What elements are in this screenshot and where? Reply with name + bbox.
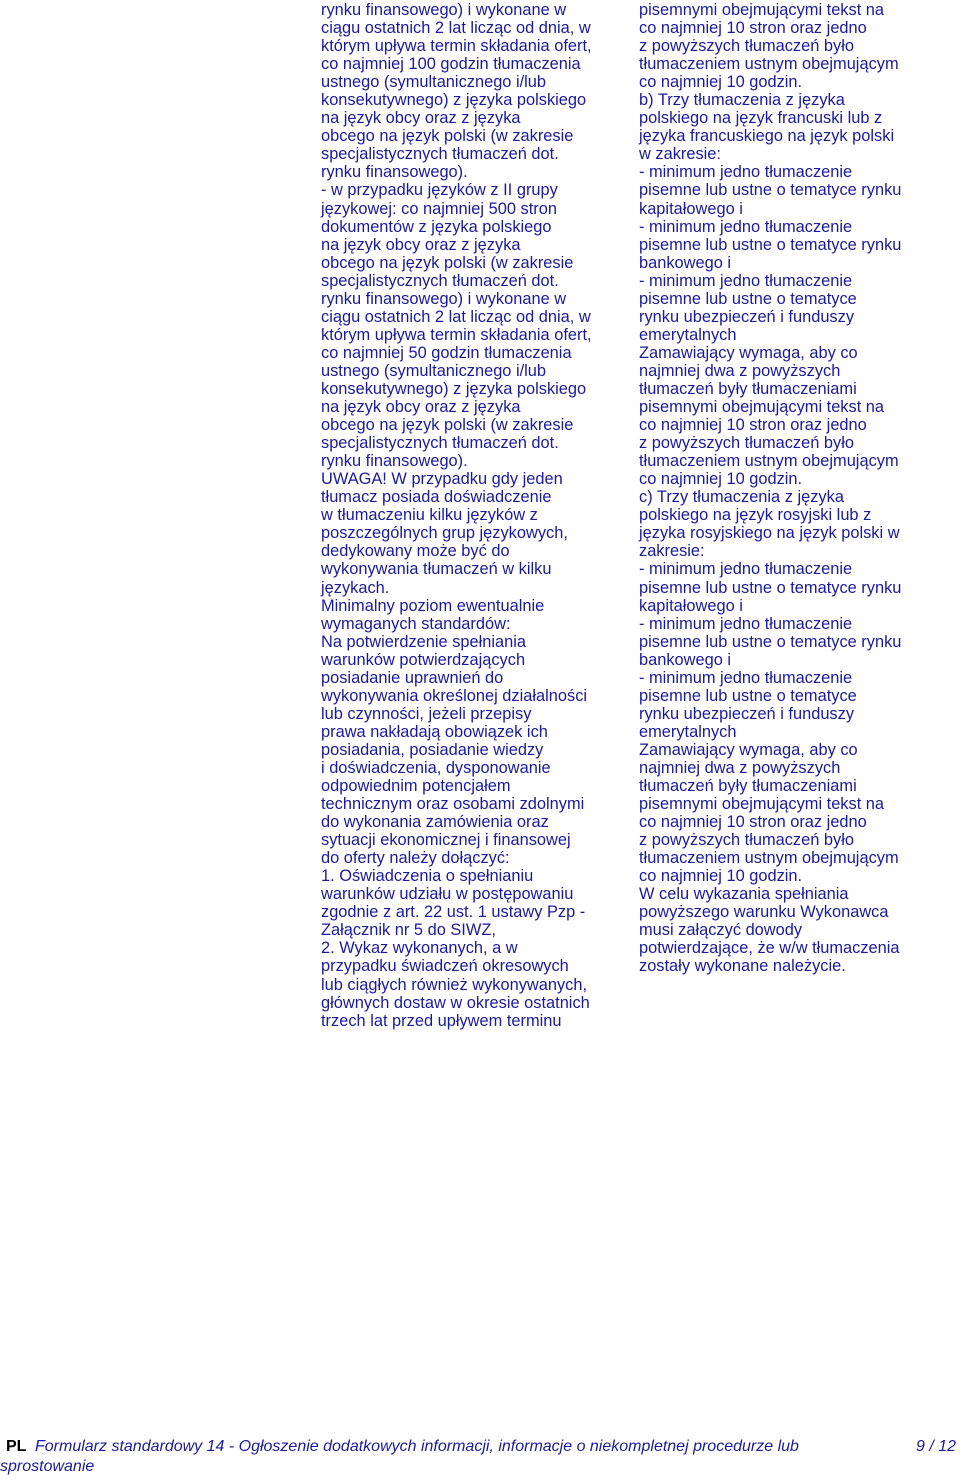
- text-line: co najmniej 10 godzin.: [639, 73, 803, 92]
- text-line: konsekutywnego) z języka polskiego: [321, 379, 587, 398]
- text-line: - w przypadku języków z II grupy: [321, 181, 558, 200]
- text-line: Minimalny poziom ewentualnie: [321, 596, 545, 615]
- text-line: specjalistycznych tłumaczeń dot.: [321, 145, 559, 164]
- text-line: na język obcy oraz z języka: [321, 398, 521, 417]
- text-line: c) Trzy tłumaczenia z języka: [639, 488, 844, 507]
- text-line: - minimum jedno tłumaczenie: [639, 614, 853, 633]
- text-line: pisemnymi obejmującymi tekst na: [639, 398, 885, 417]
- text-line: co najmniej 100 godzin tłumaczenia: [321, 55, 581, 74]
- text-line: najmniej dwa z powyższych: [639, 361, 841, 380]
- text-line: trzech lat przed upływem terminu: [321, 1011, 562, 1030]
- text-line: z powyższych tłumaczeń było: [639, 434, 854, 453]
- text-line: tłumaczeniem ustnym obejmującym: [639, 849, 899, 868]
- text-line: do wykonania zamówienia oraz: [321, 813, 549, 832]
- text-line: pisemne lub ustne o tematyce: [639, 289, 857, 308]
- footer-page-number: 9 / 12: [915, 1438, 956, 1455]
- text-line: pisemne lub ustne o tematyce rynku: [639, 235, 902, 254]
- text-line: ustnego (symultanicznego i/lub: [321, 73, 547, 92]
- text-line: języka francuskiego na język polski: [639, 127, 895, 146]
- text-line: najmniej dwa z powyższych: [639, 758, 841, 777]
- text-line: - minimum jedno tłumaczenie: [639, 271, 853, 290]
- footer-language-code: PL: [6, 1438, 27, 1455]
- text-line: - minimum jedno tłumaczenie: [639, 217, 853, 236]
- text-line: językach.: [321, 578, 390, 597]
- text-line: - minimum jedno tłumaczenie: [639, 163, 853, 182]
- text-line: Załącznik nr 5 do SIWZ,: [321, 921, 496, 940]
- text-line: pisemnymi obejmującymi tekst na: [639, 795, 885, 814]
- text-line: lub ciągłych również wykonywanych,: [321, 975, 588, 994]
- text-line: 2. Wykaz wykonanych, a w: [321, 939, 518, 958]
- text-line: tłumaczeniem ustnym obejmującym: [639, 452, 899, 471]
- text-line: warunków udziału w postępowaniu: [321, 885, 574, 904]
- text-line: wymaganych standardów:: [321, 614, 511, 633]
- text-line: bankowego i: [639, 650, 732, 669]
- text-line: tłumacz posiada doświadczenie: [321, 488, 552, 507]
- text-line: konsekutywnego) z języka polskiego: [321, 91, 587, 110]
- text-line: rynku ubezpieczeń i funduszy: [639, 307, 855, 326]
- text-line: pisemne lub ustne o tematyce: [639, 686, 857, 705]
- text-line: warunków potwierdzających: [321, 650, 526, 669]
- text-line: ciągu ostatnich 2 lat licząc od dnia, w: [321, 19, 591, 38]
- text-line: poszczególnych grup językowych,: [321, 524, 568, 543]
- text-line: językowej: co najmniej 500 stron: [321, 199, 557, 218]
- text-line: tłumaczeń były tłumaczeniami: [639, 777, 857, 796]
- text-line: i doświadczenia, dysponowanie: [321, 758, 551, 777]
- text-line: głównych dostaw w okresie ostatnich: [321, 993, 590, 1012]
- text-line: W celu wykazania spełniania: [639, 885, 849, 904]
- text-line: dedykowany może być do: [321, 542, 510, 561]
- text-line: - minimum jedno tłumaczenie: [639, 668, 853, 687]
- text-line: dokumentów z języka polskiego: [321, 217, 552, 236]
- text-line: Zamawiający wymaga, aby co: [639, 343, 858, 362]
- text-line: polskiego na język rosyjski lub z: [639, 506, 872, 525]
- text-line: polskiego na język francuski lub z: [639, 109, 883, 128]
- text-line: ustnego (symultanicznego i/lub: [321, 361, 547, 380]
- left-text-column: [321, 1, 639, 1030]
- text-line: tłumaczeniem ustnym obejmującym: [639, 55, 899, 74]
- text-line: wykonywania określonej działalności: [321, 686, 588, 705]
- footer-form-title: Formularz standardowy 14 - Ogłoszenie dodatkowych informacji, informacje o niekompletnej procedurze lub: [35, 1438, 799, 1455]
- text-line: specjalistycznych tłumaczeń dot.: [321, 434, 559, 453]
- text-line: kapitałowego i: [639, 199, 743, 218]
- text-line: posiadania, posiadanie wiedzy: [321, 740, 544, 759]
- text-line: w tłumaczeniu kilku języków z: [321, 506, 538, 525]
- text-line: ciągu ostatnich 2 lat licząc od dnia, w: [321, 307, 591, 326]
- text-line: 1. Oświadczenia o spełnianiu: [321, 867, 534, 886]
- footer-form-title-continued: sprostowanie: [0, 1458, 95, 1475]
- text-line: emerytalnych: [639, 722, 737, 741]
- text-line: musi załączyć dowody: [639, 921, 803, 940]
- text-line: rynku finansowego) i wykonane w: [321, 1, 567, 19]
- text-line: bankowego i: [639, 253, 732, 272]
- text-line: wykonywania tłumaczeń w kilku: [321, 560, 552, 579]
- text-line: tłumaczeń były tłumaczeniami: [639, 379, 857, 398]
- text-line: którym upływa termin składania ofert,: [321, 37, 592, 56]
- text-line: obcego na język polski (w zakresie: [321, 416, 574, 435]
- text-line: do oferty należy dołączyć:: [321, 849, 510, 868]
- text-line: rynku ubezpieczeń i funduszy: [639, 704, 855, 723]
- text-line: z powyższych tłumaczeń było: [639, 37, 854, 56]
- text-line: - minimum jedno tłumaczenie: [639, 560, 853, 579]
- text-line: emerytalnych: [639, 325, 737, 344]
- text-line: odpowiednim potencjałem: [321, 777, 511, 796]
- text-line: na język obcy oraz z języka: [321, 235, 521, 254]
- text-line: w zakresie:: [639, 145, 721, 164]
- text-line: prawa nakładają obowiązek ich: [321, 722, 548, 741]
- text-line: co najmniej 10 godzin.: [639, 867, 803, 886]
- page-footer: [0, 1437, 956, 1477]
- text-line: b) Trzy tłumaczenia z języka: [639, 91, 845, 110]
- text-line: co najmniej 10 stron oraz jedno: [639, 19, 867, 38]
- text-line: co najmniej 10 godzin.: [639, 470, 803, 489]
- text-line: pisemne lub ustne o tematyce rynku: [639, 578, 902, 597]
- text-line: potwierdzające, że w/w tłumaczenia: [639, 939, 900, 958]
- text-line: co najmniej 10 stron oraz jedno: [639, 416, 867, 435]
- text-line: pisemne lub ustne o tematyce rynku: [639, 181, 902, 200]
- text-line: zakresie:: [639, 542, 705, 561]
- text-line: posiadanie uprawnień do: [321, 668, 504, 687]
- text-line: powyższego warunku Wykonawca: [639, 903, 889, 922]
- text-line: obcego na język polski (w zakresie: [321, 127, 574, 146]
- text-line: rynku finansowego).: [321, 163, 468, 182]
- text-line: zostały wykonane należycie.: [639, 957, 846, 976]
- text-line: co najmniej 50 godzin tłumaczenia: [321, 343, 572, 362]
- text-line: rynku finansowego) i wykonane w: [321, 289, 567, 308]
- text-line: pisemnymi obejmującymi tekst na: [639, 1, 885, 19]
- text-line: którym upływa termin składania ofert,: [321, 325, 592, 344]
- text-line: technicznym oraz osobami zdolnymi: [321, 795, 585, 814]
- text-line: obcego na język polski (w zakresie: [321, 253, 574, 272]
- right-text-column: [639, 1, 957, 976]
- text-line: rynku finansowego).: [321, 452, 468, 471]
- text-line: Na potwierdzenie spełniania: [321, 632, 527, 651]
- text-line: kapitałowego i: [639, 596, 743, 615]
- text-line: Zamawiający wymaga, aby co: [639, 740, 858, 759]
- text-line: z powyższych tłumaczeń było: [639, 831, 854, 850]
- text-line: UWAGA! W przypadku gdy jeden: [321, 470, 563, 489]
- text-line: pisemne lub ustne o tematyce rynku: [639, 632, 902, 651]
- text-line: co najmniej 10 stron oraz jedno: [639, 813, 867, 832]
- text-line: specjalistycznych tłumaczeń dot.: [321, 271, 559, 290]
- text-line: na język obcy oraz z języka: [321, 109, 521, 128]
- text-line: zgodnie z art. 22 ust. 1 ustawy Pzp -: [321, 903, 586, 922]
- text-line: sytuacji ekonomicznej i finansowej: [321, 831, 571, 850]
- text-line: języka rosyjskiego na język polski w: [639, 524, 900, 543]
- text-line: przypadku świadczeń okresowych: [321, 957, 569, 976]
- text-line: lub czynności, jeżeli przepisy: [321, 704, 532, 723]
